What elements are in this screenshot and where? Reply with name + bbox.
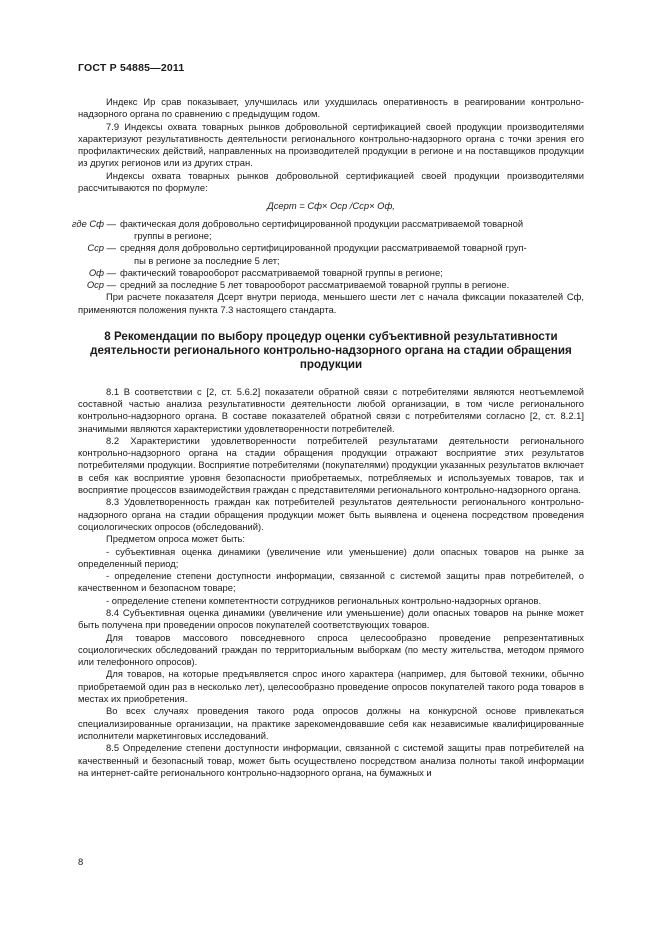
definition-item [78, 279, 584, 291]
paragraph-formula-intro: Индексы охвата товарных рынков добровольной сертификацией своей продукции производителями рассчитываются по формуле: [78, 169, 584, 194]
definition-item [78, 267, 584, 279]
paragraph-8-3: 8.3 Удовлетворенность граждан как потребителей результатов деятельности регионального контрольно-надзорного органа на стадии обращения продукции может быть выявлена и оценена посредством проведения социологических опросов (обследований). [78, 496, 584, 532]
paragraph-8-5: 8.5 Определение степени доступности информации, связанной с системой защиты прав потребителей на качественный и безопасный товар, может быть осуществлено посредством анализа полноты такой информации на интернет-сайте регионального контрольно-надзорного органа, на бумажных и [78, 742, 584, 778]
paragraph-all-cases: Во всех случаях проведения такого рода опросов должны на конкурсной основе привлекаться специализированные организации, на практике зарекомендовавшие себя как независимые квалифицированные исполнители маркетинговых исследований. [78, 705, 584, 741]
page-number: 8 [78, 856, 84, 867]
definition-term: Сср — [87, 242, 116, 254]
document-page [71, 62, 584, 779]
definition-desc: фактический товарооборот рассматриваемой товарной группы в регионе; [120, 266, 443, 278]
section-8-title: 8 Рекомендации по выбору процедур оценки субъективной результативности деятельности регионального контрольно-надзорного органа на стадии обращения продукции [90, 330, 572, 372]
paragraph-after-definitions: При расчете показателя Дсерт внутри периода, меньшего шести лет с начала фиксации показателей Сф, применяются положения пункта 7.3 настоящего стандарта. [78, 291, 584, 315]
paragraph-index-comparison: Индекс Ир срав показывает, улучшилась или ухудшилась оперативность в реагировании контрольно-надзорного органа по сравнению с предыдущим годом. [78, 96, 584, 120]
definition-desc: средняя доля добровольно сертифицированной продукции рассматриваемой товарной груп- пы в регионе за последние 5 лет; [120, 242, 527, 266]
document-header: ГОСТ Р 54885—2011 [78, 62, 185, 74]
list-item: - определение степени компетентности сотрудников региональных контрольно-надзорных органов. [106, 594, 542, 606]
definition-item [71, 217, 584, 243]
formula-definitions [71, 217, 584, 292]
definition-term: Оср — [86, 279, 116, 291]
paragraph-other-goods: Для товаров, на которые предъявляется спрос иного характера (например, для бытовой техники, обычно приобретаемой один раз в несколько лет), целесообразно проведение опросов покупателей такого рода товаров в местах их приобретения. [78, 668, 584, 705]
definition-term: Оф — [88, 266, 116, 278]
list-item: - субъективная оценка динамики (увеличение или уменьшение) доли опасных товаров на рынке за определенный период; [78, 545, 584, 569]
formula: Дсерт = Сф× Оср /Сср× Оф, [267, 200, 395, 212]
definition-term: где Сф — [71, 217, 116, 229]
paragraph-mass-goods: Для товаров массового повседневного спроса целесообразно проведение репрезентативных социологических обследований граждан по территориальным выборкам (по месту жительства, методом прямого или телефонного опросов). [78, 631, 584, 668]
definition-desc: средний за последние 5 лет товарооборот рассматриваемой товарной группы в регионе. [120, 279, 510, 291]
paragraph-8-2: 8.2 Характеристики удовлетворенности потребителей результатами деятельности регионального контрольно-надзорного органа на стадии обращения продукции отражают восприятие этих результатов потребителями продукции. Восприятие потребителями (покупателями) продукции указанных результатов включает в себя как восприятие уровня безопасности приобретаемых, потребляемых и используемых товаров, так и восприятие процессов взаимодействия граждан с представителями регионального контрольно-надзорного органа. [78, 434, 584, 496]
list-item: - определение степени доступности информации, связанной с системой защиты прав потребителей, о качественном и безопасном товаре; [78, 570, 584, 594]
definition-item [78, 242, 584, 267]
paragraph-8-4: 8.4 Субъективная оценка динамики (увеличение или уменьшение) доли опасных товаров на рынке может быть получена при проведении опросов покупателей соответствующих товаров. [78, 607, 584, 631]
definition-desc: фактическая доля добровольно сертифицированной продукции рассматриваемой товарной группы в регионе; [120, 217, 524, 241]
paragraph-8-1: 8.1 В соответствии с [2, ст. 5.6.2] показатели обратной связи с потребителями являются неотъемлемой составной частью анализа результативности деятельности любой организации, в том числе регионального контрольно-надзорного органа. В составе показателей обратной связи с потребителями согласно [2, ст. 8.2.1] значимыми являются характеристики удовлетворенности потребителей. [78, 385, 584, 434]
paragraph-survey-subject: Предметом опроса может быть: [106, 533, 245, 545]
paragraph-7-9: 7.9 Индексы охвата товарных рынков добровольной сертификацией своей продукции производителями характеризуют результативность деятельности регионального контрольно-надзорного органа с точки зрения его профилактических действий, направленных на производителей продукции в регионе и на поставщиков продукции из других регионов или из других стран. [78, 120, 584, 169]
